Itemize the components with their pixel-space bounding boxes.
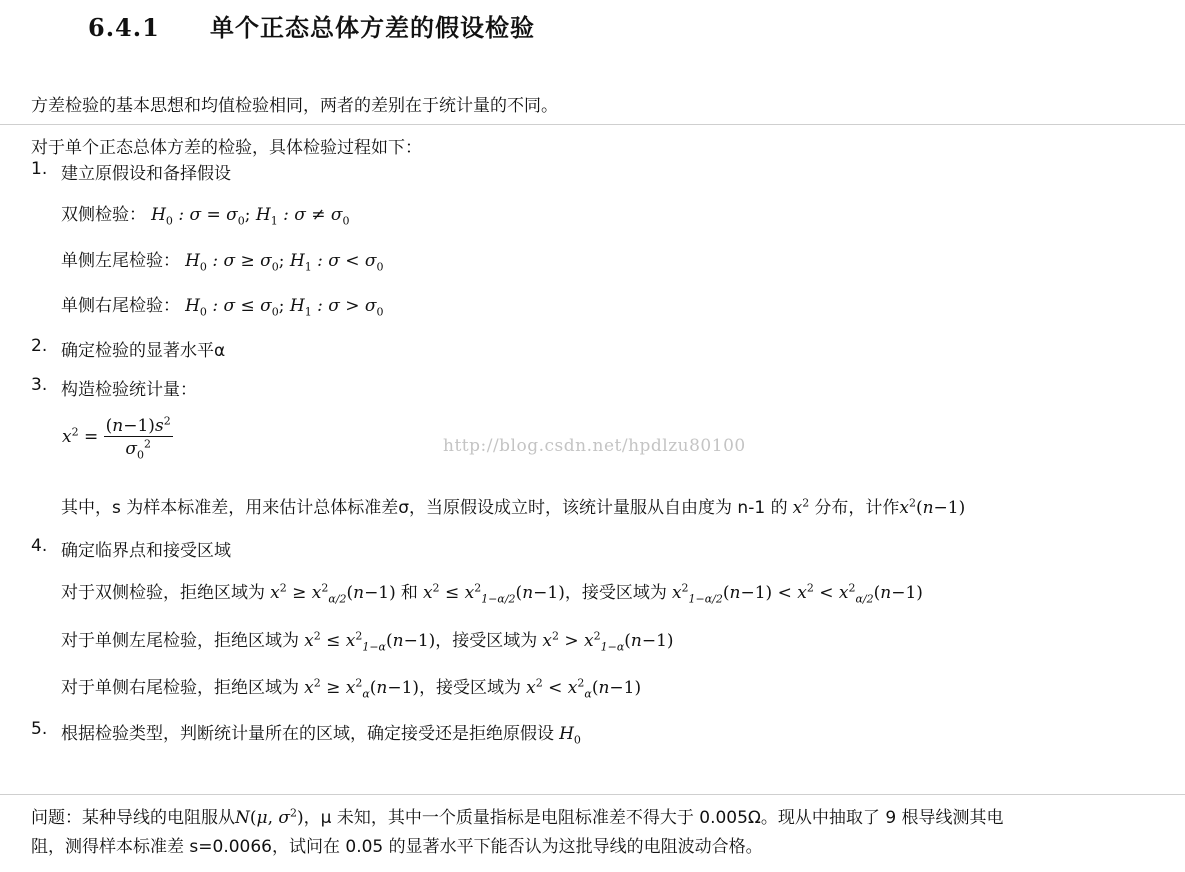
section-number: 6.4.1 (88, 13, 160, 42)
step-3: 3. (31, 375, 48, 395)
step-2-label: 确定检验的显著水平α (61, 341, 226, 361)
problem-text: 问题：某种导线的电阻服从 (31, 808, 235, 828)
step-5-text: 根据检验类型，判断统计量所在的区域，确定接受还是拒绝原假设 (61, 724, 554, 744)
step-5: 5. (31, 719, 48, 739)
hypothesis-right-tail (61, 291, 384, 319)
problem-text: ，μ 未知，其中一个质量指标是电阻标准差不得大于 0.005Ω。现从中抽取了 9 根导线测其电 (303, 808, 1004, 828)
region-text: 对于单侧右尾检验，拒绝区域为 (61, 678, 299, 698)
region-text: 和 (400, 583, 418, 603)
note-text-2: 分布，计作 (814, 498, 900, 518)
step-5-label: 根据检验类型，判断统计量所在的区域，确定接受还是拒绝原假设 $H_0$ (61, 724, 581, 747)
hypothesis-formula: $H_0$ : $\sigma \le \sigma_0$; $H_1$ : $\sigma > \sigma_0$ (185, 296, 384, 319)
step-2: 2. (31, 336, 48, 356)
region-text: ，接受区域为 (435, 631, 538, 651)
region-left-tail: 对于单侧左尾检验，拒绝区域为 $x^2 \le x^2_{1-\alpha}(n-1)$，接受区域为 $x^2 > x^2_{1-\alpha}(n-1)$ (61, 629, 674, 654)
note-text: 其中，s 为样本标准差，用来估计总体标准差σ，当原假设成立时，该统计量服从自由度为 n-1 的 (61, 498, 788, 518)
problem-line-2: 阻，测得样本标准差 s=0.0066，试问在 0.05 的显著水平下能否认为这批导线的电阻波动合格。 (31, 837, 763, 857)
intro-text: 方差检验的基本思想和均值检验相同，两者的差别在于统计量的不同。 (31, 96, 558, 116)
hypothesis-two-sided (61, 200, 350, 228)
hypothesis-label: 单侧右尾检验： (61, 296, 180, 316)
hypothesis-formula: $H_0$ : $\sigma \ge \sigma_0$; $H_1$ : $\sigma < \sigma_0$ (185, 251, 384, 274)
watermark: http://blog.csdn.net/hpdlzu80100 (443, 436, 746, 456)
region-right-tail: 对于单侧右尾检验，拒绝区域为 $x^2 \ge x^2_\alpha(n-1)$，接受区域为 $x^2 < x^2_\alpha(n-1)$ (61, 676, 642, 701)
divider-bottom (0, 794, 1185, 795)
process-intro: 对于单个正态总体方差的检验，具体检验过程如下： (31, 138, 422, 158)
section-title (88, 8, 535, 43)
step-1-label: 建立原假设和备择假设 (61, 164, 231, 184)
problem-line-1: 问题：某种导线的电阻服从N(μ, $\sigma^2$)，μ 未知，其中一个质量指标是电阻标准差不得大于 0.005Ω。现从中抽取了 9 根导线测其电 (31, 806, 1004, 828)
region-text: ，接受区域为 (419, 678, 522, 698)
step-4: 4. (31, 536, 48, 556)
region-two-sided: 对于双侧检验，拒绝区域为 $x^2 \ge x^2_{\alpha/2}(n-1)$ 和 $x^2 \le x^2_{1-\alpha/2}(n-1)$，接受区域为 $x^2_{1-\alpha/2}(n-1) < x^2 < x^2_{\alpha/2}(n-1)$ (61, 581, 923, 606)
region-text: ，接受区域为 (564, 583, 667, 603)
statistic-formula: $x^2$ = $\frac{(n-1)s^2}{\sigma_0^2}$ (62, 414, 171, 462)
hypothesis-left-tail (61, 246, 384, 274)
section-title-text: 单个正态总体方差的假设检验 (210, 13, 535, 42)
step-number: 1. (31, 159, 48, 179)
step-4-label: 确定临界点和接受区域 (61, 541, 231, 561)
step-1 (31, 159, 47, 179)
step-3-label: 构造检验统计量： (61, 380, 197, 400)
hypothesis-label: 单侧左尾检验： (61, 251, 180, 271)
hypothesis-formula: $H_0$ : $\sigma = \sigma_0$; $H_1$ : $\sigma \ne \sigma_0$ (151, 205, 350, 228)
region-text: 对于双侧检验，拒绝区域为 (61, 583, 265, 603)
statistic-note: 其中，s 为样本标准差，用来估计总体标准差σ，当原假设成立时，该统计量服从自由度为 n-1 的 $x^2$ 分布，计作$x^2(n-1)$ (61, 496, 966, 518)
region-text: 对于单侧左尾检验，拒绝区域为 (61, 631, 299, 651)
hypothesis-label: 双侧检验： (61, 205, 146, 225)
divider-top (0, 124, 1185, 125)
